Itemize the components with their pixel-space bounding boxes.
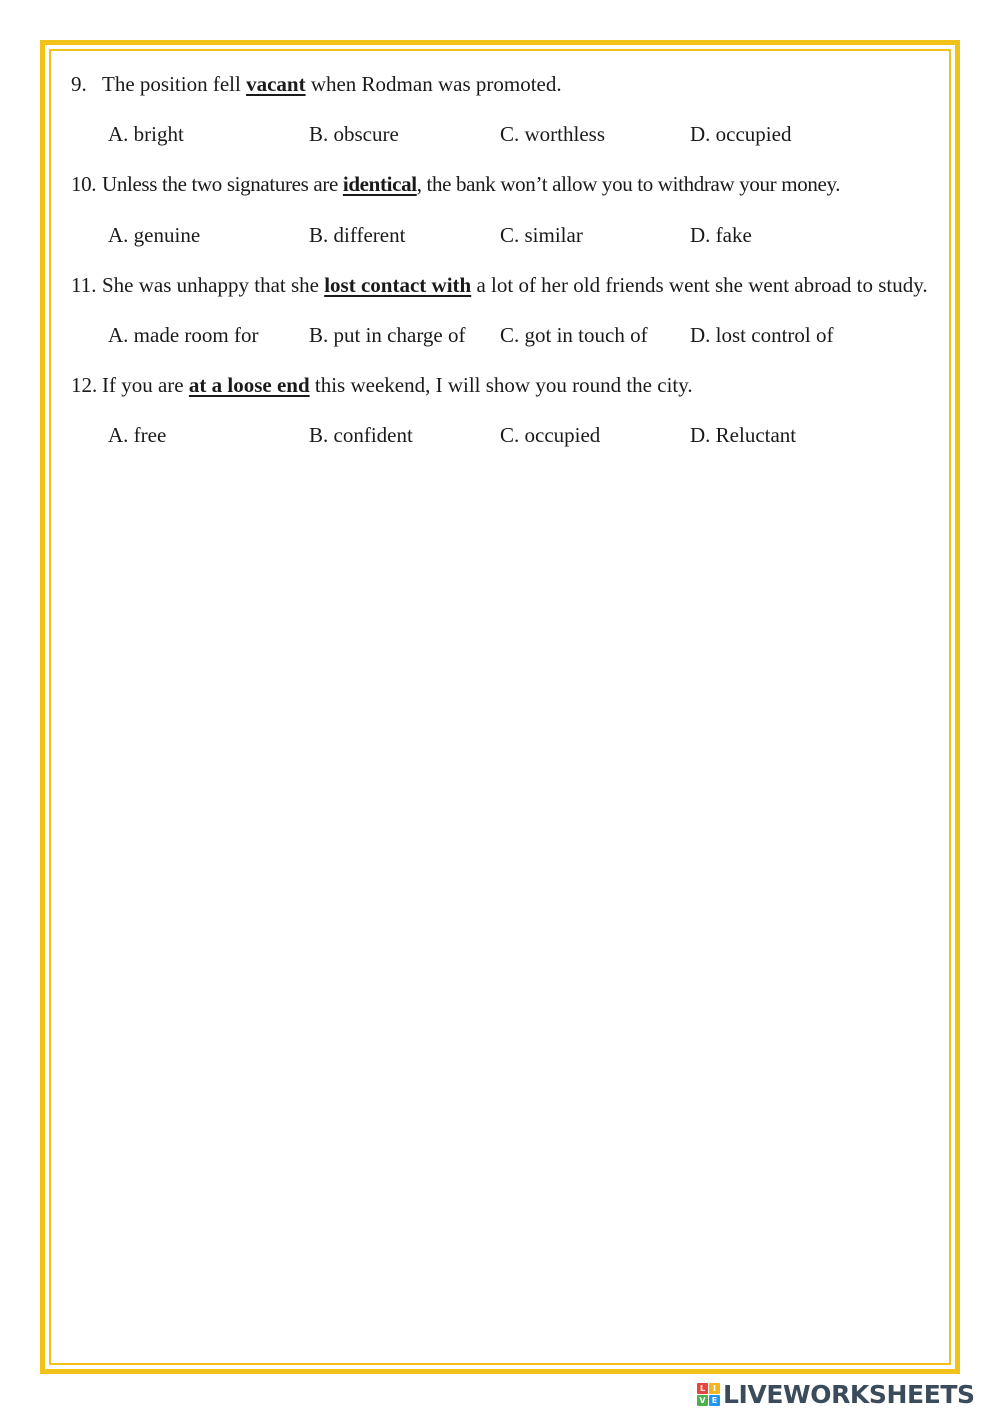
logo-text: LIVEWORKSHEETS bbox=[723, 1379, 975, 1409]
question-text-before: Unless the two signatures are bbox=[102, 172, 343, 196]
option-d[interactable]: D. fake bbox=[690, 223, 752, 247]
question-text-after: a lot of her old friends went she went abroad to study. bbox=[471, 273, 928, 297]
option-c[interactable]: C. occupied bbox=[500, 423, 601, 447]
option-b[interactable]: B. put in charge of bbox=[309, 323, 466, 347]
worksheet-content bbox=[51, 51, 949, 471]
question-key-word: lost contact with bbox=[324, 273, 472, 297]
logo-mark-icon bbox=[697, 1383, 720, 1406]
option-b[interactable]: B. confident bbox=[309, 423, 413, 447]
question-text-after: when Rodman was promoted. bbox=[305, 72, 562, 96]
question-text-before: If you are bbox=[102, 373, 189, 397]
option-a[interactable]: A. genuine bbox=[108, 223, 201, 247]
option-b[interactable]: B. different bbox=[309, 223, 406, 247]
option-d[interactable]: D. occupied bbox=[690, 122, 792, 146]
question-key-word: identical bbox=[342, 172, 417, 196]
question-12 bbox=[71, 372, 693, 398]
option-c[interactable]: C. worthless bbox=[500, 122, 605, 146]
option-a[interactable]: A. made room for bbox=[108, 323, 259, 347]
option-b[interactable]: B. obscure bbox=[309, 122, 399, 146]
question-number: 10. bbox=[71, 172, 97, 196]
liveworksheets-logo[interactable] bbox=[697, 1377, 975, 1411]
question-text-after: this weekend, I will show you round the city. bbox=[309, 373, 693, 397]
question-number: 11. bbox=[71, 273, 97, 297]
logo-mark-v: V bbox=[697, 1395, 708, 1406]
logo-mark-l: L bbox=[697, 1383, 708, 1394]
option-c[interactable]: C. similar bbox=[500, 223, 583, 247]
question-number: 9. bbox=[71, 72, 87, 96]
question-text-before: She was unhappy that she bbox=[102, 273, 325, 297]
question-11 bbox=[71, 272, 928, 298]
question-text-before: The position fell bbox=[102, 72, 247, 96]
question-key-word: vacant bbox=[246, 72, 306, 96]
question-number: 12. bbox=[71, 373, 98, 397]
logo-mark-i: I bbox=[709, 1383, 720, 1394]
option-a[interactable]: A. bright bbox=[108, 122, 184, 146]
option-a[interactable]: A. free bbox=[108, 423, 167, 447]
option-d[interactable]: D. lost control of bbox=[690, 323, 834, 347]
question-text-after: , the bank won’t allow you to withdraw your money. bbox=[416, 172, 841, 196]
question-10 bbox=[71, 171, 840, 197]
option-d[interactable]: D. Reluctant bbox=[690, 423, 797, 447]
question-key-word: at a loose end bbox=[188, 373, 310, 397]
question-9 bbox=[71, 71, 562, 97]
logo-mark-e: E bbox=[709, 1395, 720, 1406]
option-c[interactable]: C. got in touch of bbox=[500, 323, 648, 347]
